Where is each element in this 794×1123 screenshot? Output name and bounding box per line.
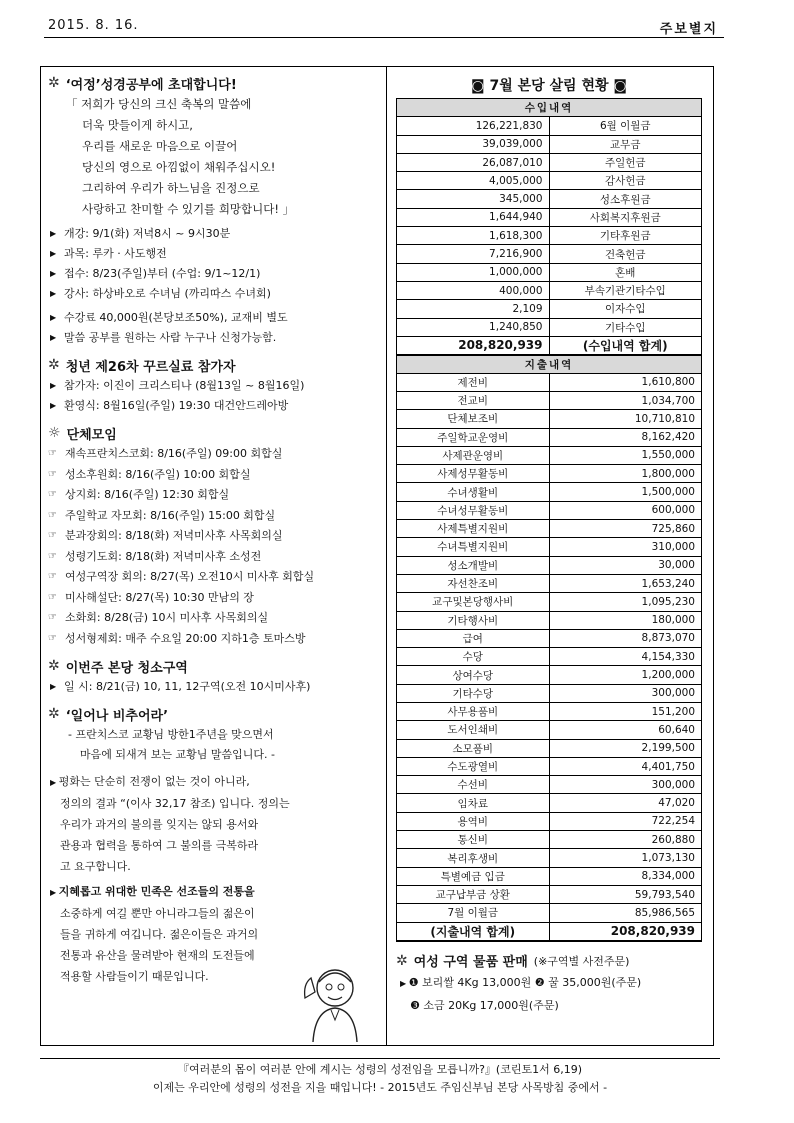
expense-row: 사제관운영비 1,550,000: [397, 446, 702, 464]
list-item: ☞ 성령기도회: 8/18(화) 저녁미사후 소성전: [48, 547, 380, 568]
expense-row: 수녀성무활동비 600,000: [397, 501, 702, 519]
expense-row: 자선찬조비 1,653,240: [397, 574, 702, 592]
list-item: ▶ 환영식: 8월16일(주일) 19:30 대건안드레아방: [48, 396, 380, 416]
sale-section-title: ✲ 여성 구역 물품 판매 (※구역별 사전주문): [396, 952, 630, 971]
pointing-hand-icon: ☞: [48, 530, 57, 541]
bulletin-tag: 주보별지: [659, 22, 718, 37]
triangle-bullet-icon: ▶: [50, 289, 57, 298]
expense-row: 임차료 47,020: [397, 794, 702, 812]
list-item: ☞ 성소후원회: 8/16(주일) 10:00 회합실: [48, 465, 380, 486]
list-item: ☞ 소화회: 8/28(금) 10시 미사후 사목회의실: [48, 608, 380, 629]
expense-row: 성소개발비 30,000: [397, 556, 702, 574]
star-icon: ✲: [48, 357, 60, 373]
groups-section-title: ☼ 단체모임: [48, 425, 117, 443]
list-item: ▶ 과목: 루카 · 사도행전: [48, 244, 380, 264]
expense-row: 상여수당 1,200,000: [397, 666, 702, 684]
star-icon: ✲: [48, 75, 60, 91]
rise-quote: - 프란치스코 교황님 방한1주년을 맞으면서 마음에 되새겨 보는 교황님 말씀입니다. -: [68, 728, 275, 761]
rise-section-title: ✲ ‘일어나 비추어라’: [48, 706, 169, 724]
expense-header: 지출내역: [397, 355, 702, 373]
sale-line: ▶ ❶ 보리쌀 4Kg 13,000원 ❷ 꿀 35,000원(주문): [400, 975, 642, 989]
income-total-row: 208,820,939 (수입내역 합계): [397, 336, 702, 355]
peace-paragraph: ▶ 평화는 단순히 전쟁이 없는 것이 아니라, 정의의 결과 “(이사 32,17 참조) 입니다. 정의는 우리가 과거의 불의를 잊지는 않되 용서와 관용과 협력을 통하여 그 불의를 극복하라 고 요구합니다.: [50, 775, 290, 873]
income-row: 26,087,010 주일헌금: [397, 153, 702, 171]
pointing-hand-icon: ☞: [48, 489, 57, 500]
triangle-bullet-icon: ▶: [50, 229, 57, 238]
expense-row: 기타행사비 180,000: [397, 611, 702, 629]
triangle-bullet-icon: ▶: [50, 778, 59, 787]
list-item: ▶ 참가자: 이진이 크리스티나 (8월13일 ~ 8월16일): [48, 376, 380, 396]
expense-row: 주일학교운영비 8,162,420: [397, 428, 702, 446]
triangle-bullet-icon: ▶: [50, 313, 57, 322]
income-row: 4,005,000 감사헌금: [397, 172, 702, 190]
expense-row: 수당 4,154,330: [397, 648, 702, 666]
expense-row: 교구납부금 상환 59,793,540: [397, 885, 702, 903]
sun-icon: ☼: [48, 425, 61, 441]
list-item: ▶ 수강료 40,000원(본당보조50%), 교재비 별도: [48, 308, 380, 328]
income-row: 400,000 부속기관기타수입: [397, 281, 702, 299]
income-row: 1,000,000 혼배: [397, 263, 702, 281]
expense-row: 수녀특별지원비 310,000: [397, 538, 702, 556]
cleaning-section-title: ✲ 이번주 본당 청소구역: [48, 658, 188, 676]
pointing-hand-icon: ☞: [48, 509, 57, 521]
income-row: 7,216,900 건축헌금: [397, 245, 702, 263]
list-item: ☞ 미사해설단: 8/27(목) 10:30 만남의 장: [48, 588, 380, 609]
page-footer: 『여러분의 몸이 여러분 안에 계시는 성령의 성전임을 모릅니까?』(코린토1서 6,19) 이제는 우리안에 성령의 성전을 지을 때입니다! - 2015년도 주임신부님 본당 사목방침 중에서 -: [40, 1058, 720, 1097]
expense-total-row: (지출내역 합계) 208,820,939: [397, 922, 702, 941]
pointing-hand-icon: ☞: [48, 448, 57, 459]
expense-row: 수녀생활비 1,500,000: [397, 483, 702, 501]
triangle-bullet-icon: ▶: [400, 978, 409, 988]
expense-row: 수선비 300,000: [397, 776, 702, 794]
income-row: 345,000 성소후원금: [397, 190, 702, 208]
expense-row: 제전비 1,610,800: [397, 373, 702, 391]
expense-row: 단체보조비 10,710,810: [397, 410, 702, 428]
expense-row: 수도광열비 4,401,750: [397, 757, 702, 775]
pointing-hand-icon: ☞: [48, 550, 57, 562]
list-item: ☞ 여성구역장 회의: 8/27(목) 오전10시 미사후 회합실: [48, 567, 380, 588]
expense-row: 기타수당 300,000: [397, 684, 702, 702]
expense-row: 통신비 260,880: [397, 831, 702, 849]
right-column: [396, 74, 702, 1017]
pointing-hand-icon: ☞: [48, 468, 57, 480]
list-item: ☞ 분과장회의: 8/18(화) 저녁미사후 사목회의실: [48, 526, 380, 547]
pointing-hand-icon: ☞: [48, 632, 57, 644]
expense-row: 복리후생비 1,073,130: [397, 849, 702, 867]
sale-section: [396, 950, 702, 1017]
bulletin-date: 2015. 8. 16.: [48, 18, 139, 33]
income-row: 1,644,940 사회복지후원금: [397, 208, 702, 226]
expense-row: 특별예금 입금 8,334,000: [397, 867, 702, 885]
income-row: 1,240,850 기타수입: [397, 318, 702, 336]
star-icon: ✲: [48, 658, 60, 674]
list-item: ▶ 강사: 하상바오로 수녀님 (까리따스 수녀회): [48, 284, 380, 304]
triangle-bullet-icon: ▶: [50, 269, 57, 278]
star-icon: ✲: [396, 952, 408, 969]
expense-row: 도서인쇄비 60,640: [397, 721, 702, 739]
income-row: 2,109 이자수입: [397, 300, 702, 318]
page-header: [44, 16, 724, 38]
pointing-hand-icon: ☞: [48, 612, 57, 623]
income-row: 126,221,830 6월 이월금: [397, 117, 702, 135]
study-section-title: ✲ ‘여정’성경공부에 초대합니다!: [48, 75, 237, 93]
pointing-hand-icon: ☞: [48, 591, 57, 603]
triangle-bullet-icon: ▶: [50, 381, 57, 390]
list-item: ▶ 일 시: 8/21(금) 10, 11, 12구역(오전 10시미사후): [48, 677, 380, 697]
youth-section-title: ✲ 청년 제26차 꾸르실료 참가자: [48, 357, 236, 375]
triangle-bullet-icon: ▶: [50, 333, 57, 342]
list-item: ▶ 접수: 8/23(주일)부터 (수업: 9/1~12/1): [48, 264, 380, 284]
list-item: ☞ 주일학교 자모회: 8/16(주일) 15:00 회합실: [48, 506, 380, 527]
expense-row: 급여 8,873,070: [397, 629, 702, 647]
pope-sketch-image: [295, 958, 373, 1042]
expense-row: 교구및본당행사비 1,095,230: [397, 593, 702, 611]
finance-table: [396, 98, 702, 942]
list-item: ▶ 개강: 9/1(화) 저녁8시 ~ 9시30분: [48, 224, 380, 244]
expense-row: 사무용품비 151,200: [397, 703, 702, 721]
left-column: [48, 72, 380, 987]
list-item: ☞ 상지회: 8/16(주일) 12:30 회합실: [48, 485, 380, 506]
sale-line: ❸ 소금 20Kg 17,000원(주문): [410, 998, 559, 1012]
finance-title: ◙ 7월 본당 살림 현황 ◙: [471, 78, 627, 94]
list-item: ☞ 재속프란치스코회: 8/16(주일) 09:00 회합실: [48, 444, 380, 465]
expense-row: 용역비 722,254: [397, 812, 702, 830]
triangle-bullet-icon: ▶: [50, 401, 57, 410]
column-divider: [386, 66, 387, 1046]
income-row: 1,618,300 기타후원금: [397, 227, 702, 245]
expense-row: 전교비 1,034,700: [397, 391, 702, 409]
triangle-bullet-icon: ▶: [50, 249, 57, 258]
nation-paragraph: ▶ 지혜롭고 위대한 민족은 선조들의 전통을 소중하게 여길 뿐만 아니라그들의 젊은이 들을 귀하게 여깁니다. 젊은이들은 과거의 전통과 유산을 물려받아 현재의 도전들에 적용할 사람들이기 때문입니다.: [50, 885, 259, 983]
pointing-hand-icon: ☞: [48, 571, 57, 582]
expense-row: 사제성무활동비 1,800,000: [397, 465, 702, 483]
triangle-bullet-icon: ▶: [50, 888, 59, 897]
list-item: ▶ 말씀 공부를 원하는 사람 누구나 신청가능함.: [48, 328, 380, 348]
expense-row: 소모품비 2,199,500: [397, 739, 702, 757]
expense-row: 7월 이월금 85,986,565: [397, 904, 702, 922]
expense-row: 사제특별지원비 725,860: [397, 520, 702, 538]
income-header: 수입내역: [397, 99, 702, 117]
income-row: 39,039,000 교무금: [397, 135, 702, 153]
study-poem: 「 저희가 당신의 크신 축복의 말씀에 더욱 맛들이게 하시고, 우리를 새로운 마음으로 이끌어 당신의 영으로 아낌없이 채워주십시오! 그리하여 우리가 하느님을 진정으로 사랑하고 찬미할 수 있기를 희망합니다! 」: [66, 97, 295, 216]
triangle-bullet-icon: ▶: [50, 682, 57, 691]
list-item: ☞ 성서형제회: 매주 수요일 20:00 지하1층 토마스방: [48, 629, 380, 650]
star-icon: ✲: [48, 706, 60, 722]
